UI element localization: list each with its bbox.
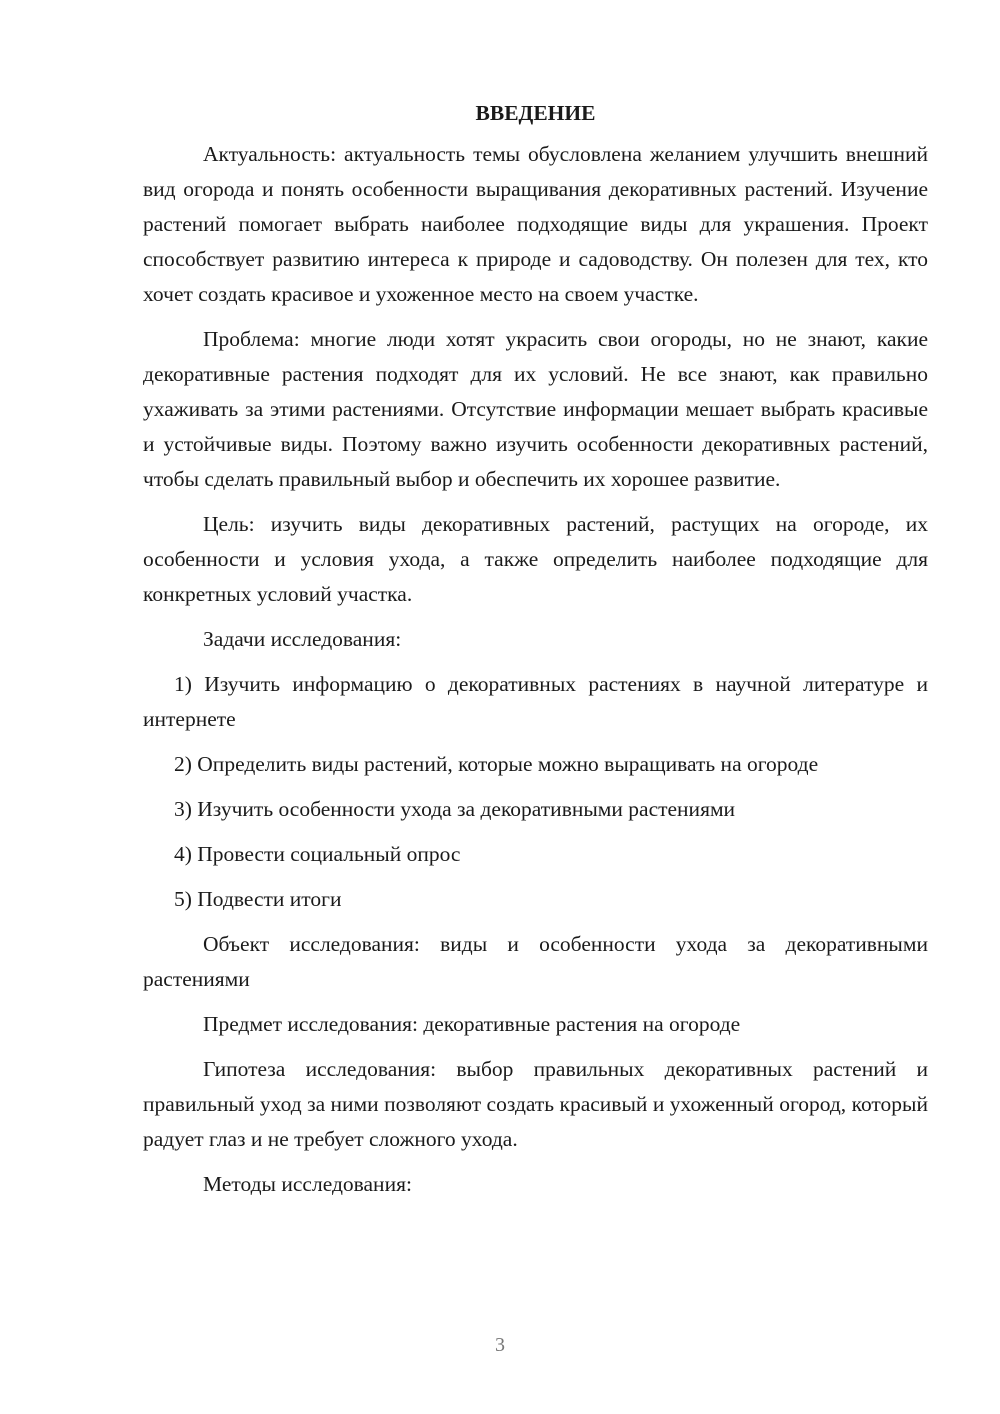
object-paragraph: Объект исследования: виды и особенности ухода за декоративными растениями bbox=[143, 932, 928, 991]
subject-paragraph: Предмет исследования: декоративные растения на огороде bbox=[203, 1012, 741, 1036]
section-title: ВВЕДЕНИЕ bbox=[475, 101, 596, 125]
document-page bbox=[143, 96, 928, 1202]
task-item-2: 2) Определить виды растений, которые можно выращивать на огороде bbox=[174, 752, 819, 776]
hypothesis-paragraph: Гипотеза исследования: выбор правильных декоративных растений и правильный уход за ними позволяют создать красивый и ухоженный огород, который радует глаз и не требует сложного ухода. bbox=[143, 1057, 928, 1151]
page-number: 3 bbox=[495, 1334, 505, 1356]
task-item-4: 4) Провести социальный опрос bbox=[174, 842, 461, 866]
task-item-5: 5) Подвести итоги bbox=[174, 887, 342, 911]
methods-heading: Методы исследования: bbox=[203, 1172, 412, 1196]
problem-paragraph: Проблема: многие люди хотят украсить свои огороды, но не знают, какие декоративные растения подходят для их условий. Не все знают, как правильно ухаживать за этими растениями. Отсутствие информации мешает выбрать красивые и устойчивые виды. Поэтому важно изучить особенности декоративных растений, чтобы сделать правильный выбор и обеспечить их хорошее развитие. bbox=[143, 327, 928, 491]
task-item-1: 1) Изучить информацию о декоративных растениях в научной литературе и интернете bbox=[143, 672, 928, 731]
task-item-3: 3) Изучить особенности ухода за декоративными растениями bbox=[174, 797, 736, 821]
goal-paragraph: Цель: изучить виды декоративных растений, растущих на огороде, их особенности и условия ухода, а также определить наиболее подходящие для конкретных условий участка. bbox=[143, 512, 928, 606]
tasks-heading: Задачи исследования: bbox=[203, 627, 402, 651]
relevance-paragraph: Актуальность: актуальность темы обусловлена желанием улучшить внешний вид огорода и понять особенности выращивания декоративных растений. Изучение растений помогает выбрать наиболее подходящие виды для украшения. Проект способствует развитию интереса к природе и садоводству. Он полезен для тех, кто хочет создать красивое и ухоженное место на своем участке. bbox=[143, 142, 928, 306]
